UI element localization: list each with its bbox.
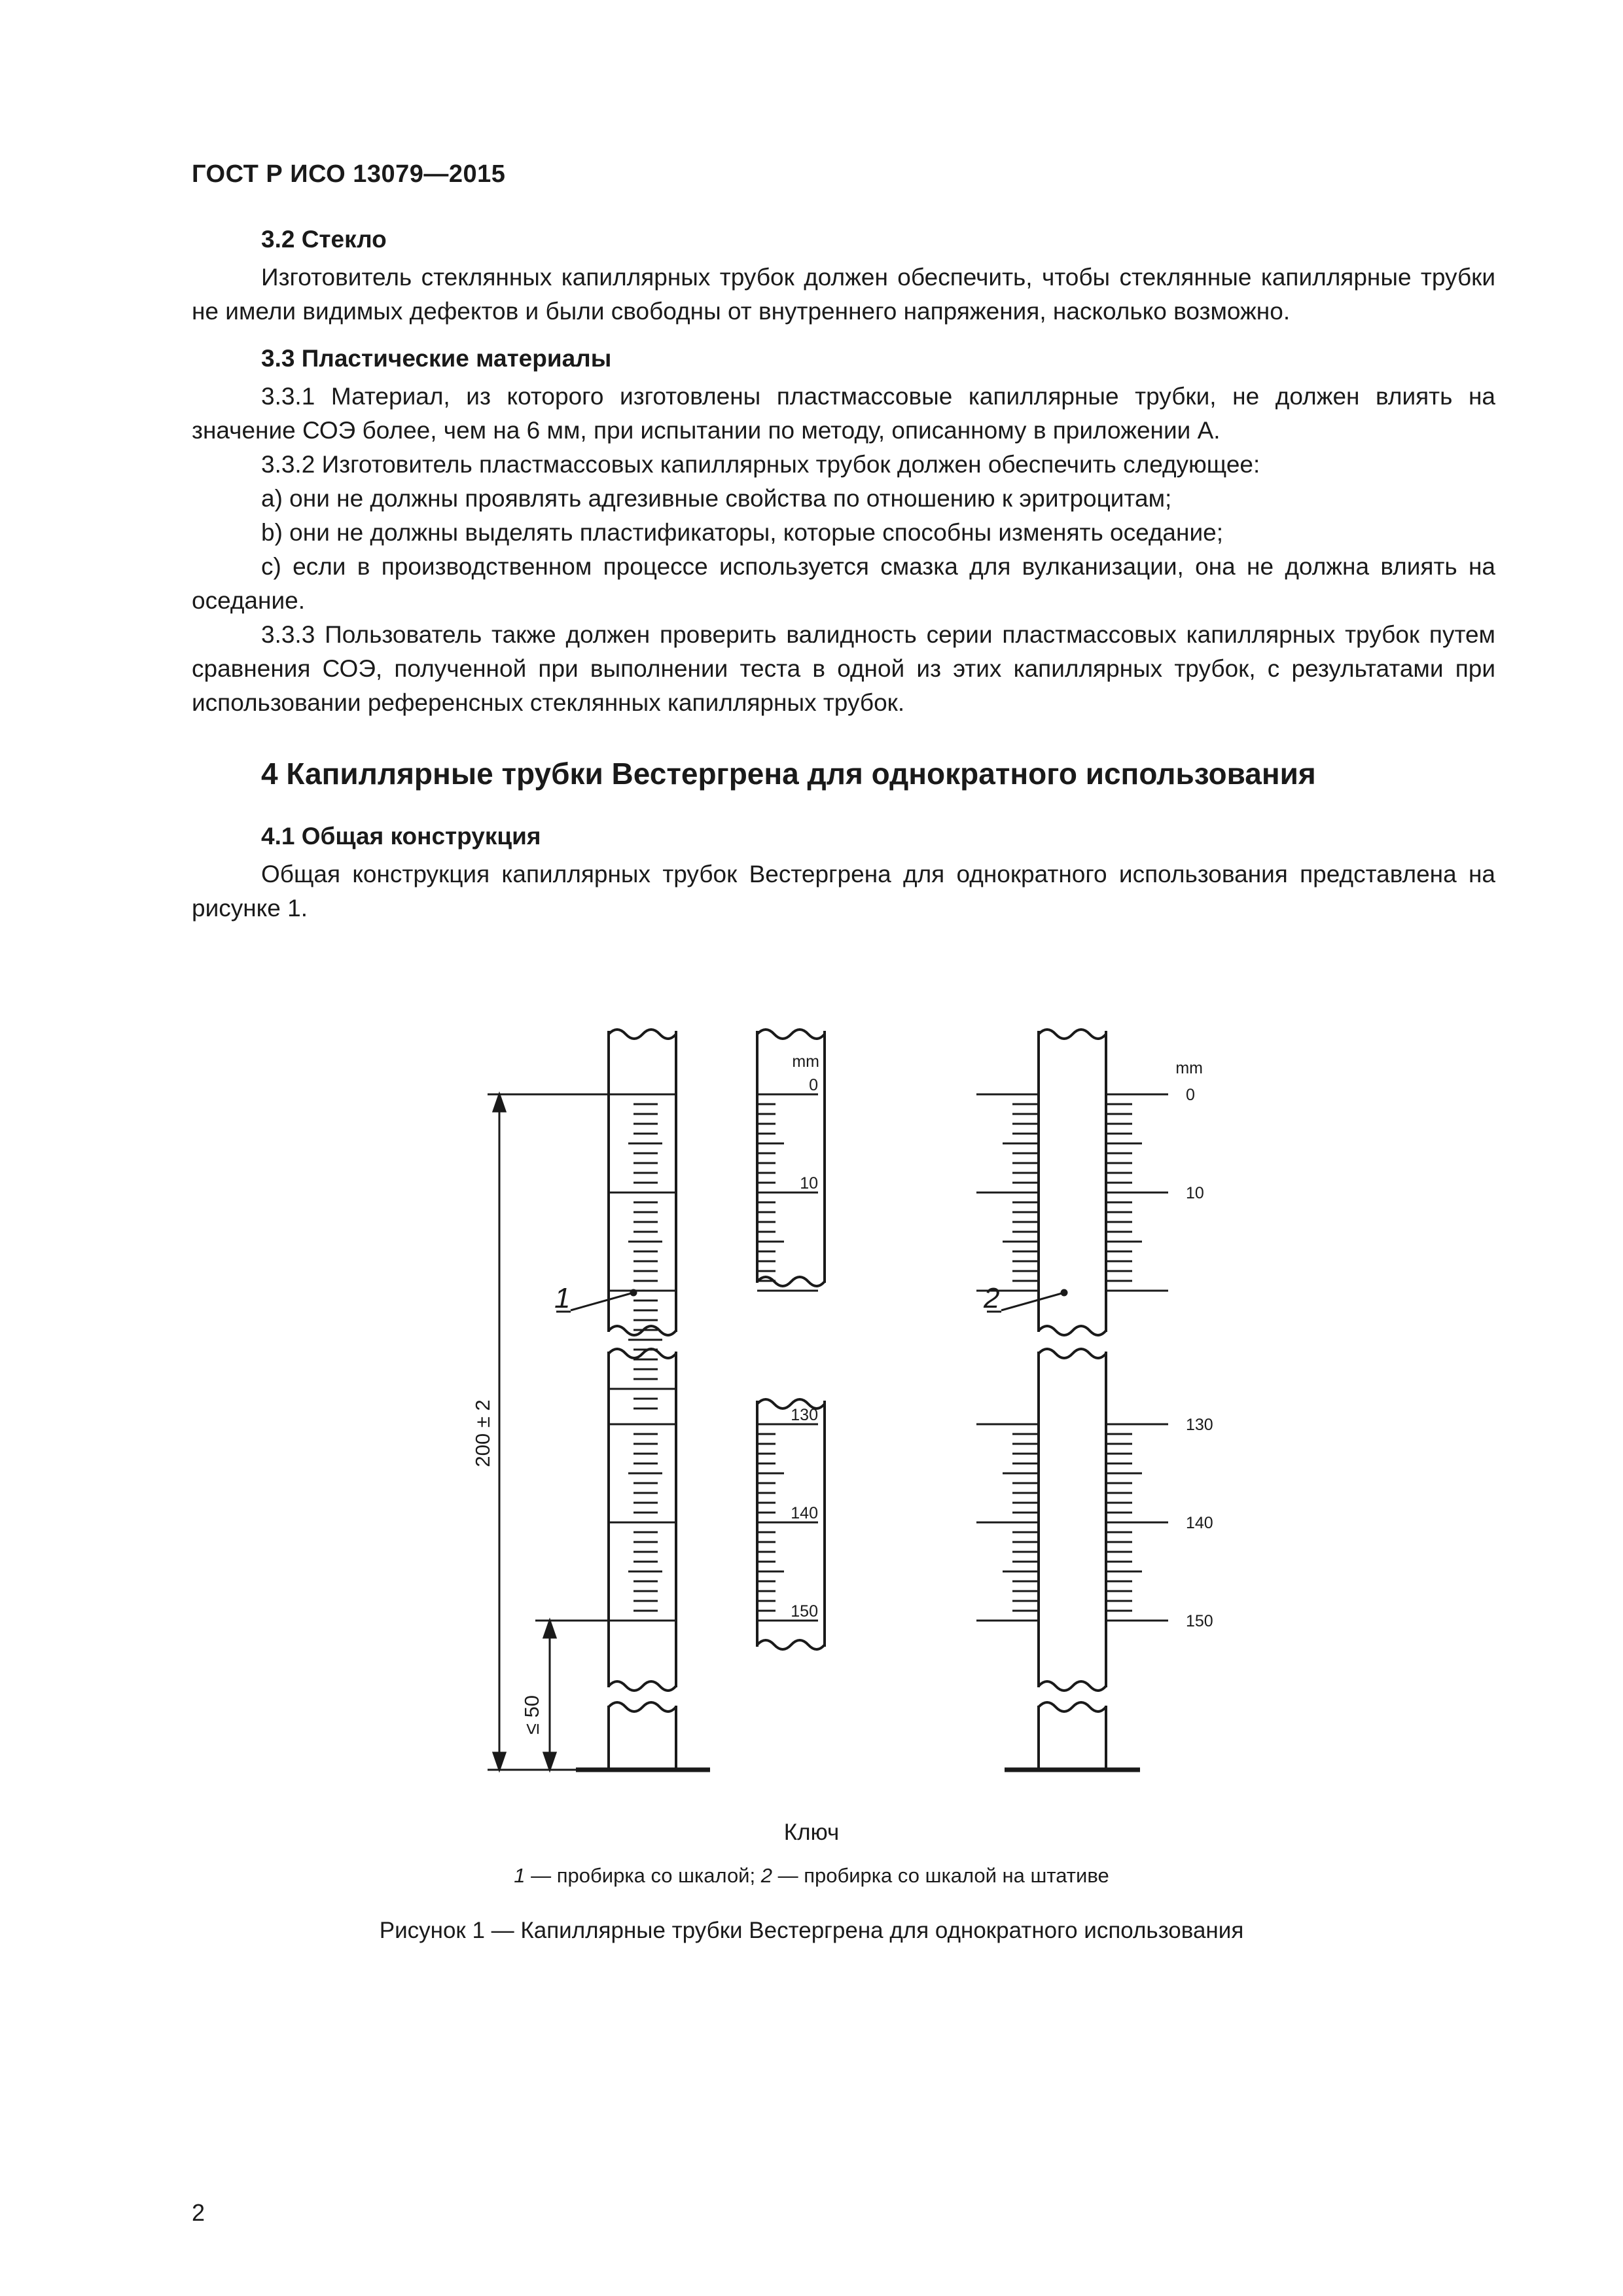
- section-4-1-heading: 4.1 Общая конструкция: [261, 823, 541, 850]
- capillary-tubes-drawing: [458, 1008, 1243, 1813]
- unit-label-tube-2: mm: [1175, 1059, 1203, 1077]
- tube-2-scale-label: 150: [1186, 1612, 1213, 1630]
- key-number-2: 2: [760, 1864, 772, 1887]
- detail-scale-label: 0: [809, 1076, 818, 1094]
- clause-3-3-3: 3.3.3 Пользователь также должен проверить валидность серии пластмассовых капиллярных трубок путем сравнения СОЭ, полученной при выполнении теста в одной из этих капиллярных трубок, с результатами при использовании референсных стеклянных капиллярных трубок.: [192, 621, 1495, 716]
- page-number: 2: [192, 2199, 205, 2226]
- tube-2-scale-label: 130: [1186, 1416, 1213, 1434]
- clause-3-3-1: 3.3.1 Материал, из которого изготовлены пластмассовые капиллярные трубки, не должен влиять на значение СОЭ более, чем на 6 мм, при испытании по методу, описанному в приложении А.: [192, 383, 1495, 444]
- reference-label-1: 1: [554, 1282, 571, 1314]
- figure-1: [458, 1008, 1243, 1813]
- list-item-a: а) они не должны проявлять адгезивные свойства по отношению к эритроцитам;: [261, 485, 1172, 512]
- key-text: [0, 1864, 1623, 1888]
- dim-bottom-label: ≤ 50: [520, 1695, 543, 1735]
- dimension-bottom: [535, 1621, 609, 1770]
- clause-3-3-2: 3.3.2 Изготовитель пластмассовых капиллярных трубок должен обеспечить следующее:: [261, 451, 1260, 478]
- document-header: ГОСТ Р ИСО 13079—2015: [192, 160, 506, 188]
- unit-label-detail: mm: [792, 1052, 819, 1071]
- dim-total-label: 200 ± 2: [471, 1399, 494, 1467]
- section-4-heading: 4 Капиллярные трубки Вестергрена для однократного использования: [261, 757, 1316, 791]
- detail-scale-label: 10: [800, 1174, 818, 1193]
- detail-scale-label: 140: [791, 1504, 818, 1522]
- detail-scale-label: 130: [791, 1406, 818, 1424]
- reference-label-2: 2: [984, 1282, 1000, 1314]
- key-number-1: 1: [514, 1864, 526, 1887]
- tube-2: [1005, 1030, 1140, 1770]
- dimension-total: [488, 1094, 609, 1770]
- figure-caption: Рисунок 1 — Капиллярные трубки Вестергрена для однократного использования: [379, 1918, 1244, 1943]
- section-4-1-text: Общая конструкция капиллярных трубок Вестергрена для однократного использования представлена на рисунке 1.: [192, 861, 1495, 922]
- detail-scale-label: 150: [791, 1602, 818, 1621]
- tube-2-scale-label: 140: [1186, 1514, 1213, 1532]
- key-title: Ключ: [783, 1820, 840, 1845]
- document-body: [192, 223, 1495, 925]
- list-item-c: с) если в производственном процессе используется смазка для вулканизации, она не должна влиять на оседание.: [192, 553, 1495, 614]
- scale-ticks: [609, 1094, 1168, 1621]
- section-3-2-heading: 3.2 Стекло: [261, 226, 387, 253]
- key-text-2: — пробирка со шкалой на штативе: [772, 1864, 1109, 1887]
- section-3-3-heading: 3.3 Пластические материалы: [261, 345, 612, 372]
- section-3-2-text: Изготовитель стеклянных капиллярных трубок должен обеспечить, чтобы стеклянные капиллярные трубки не имели видимых дефектов и были свободны от внутреннего напряжения, насколько возможно.: [192, 264, 1495, 325]
- tube-2-scale-label: 10: [1186, 1184, 1204, 1202]
- list-item-b: b) они не должны выделять пластификаторы, которые способны изменять оседание;: [261, 519, 1223, 546]
- key-text-1: — пробирка со шкалой;: [525, 1864, 761, 1887]
- tube-2-scale-label: 0: [1186, 1086, 1195, 1104]
